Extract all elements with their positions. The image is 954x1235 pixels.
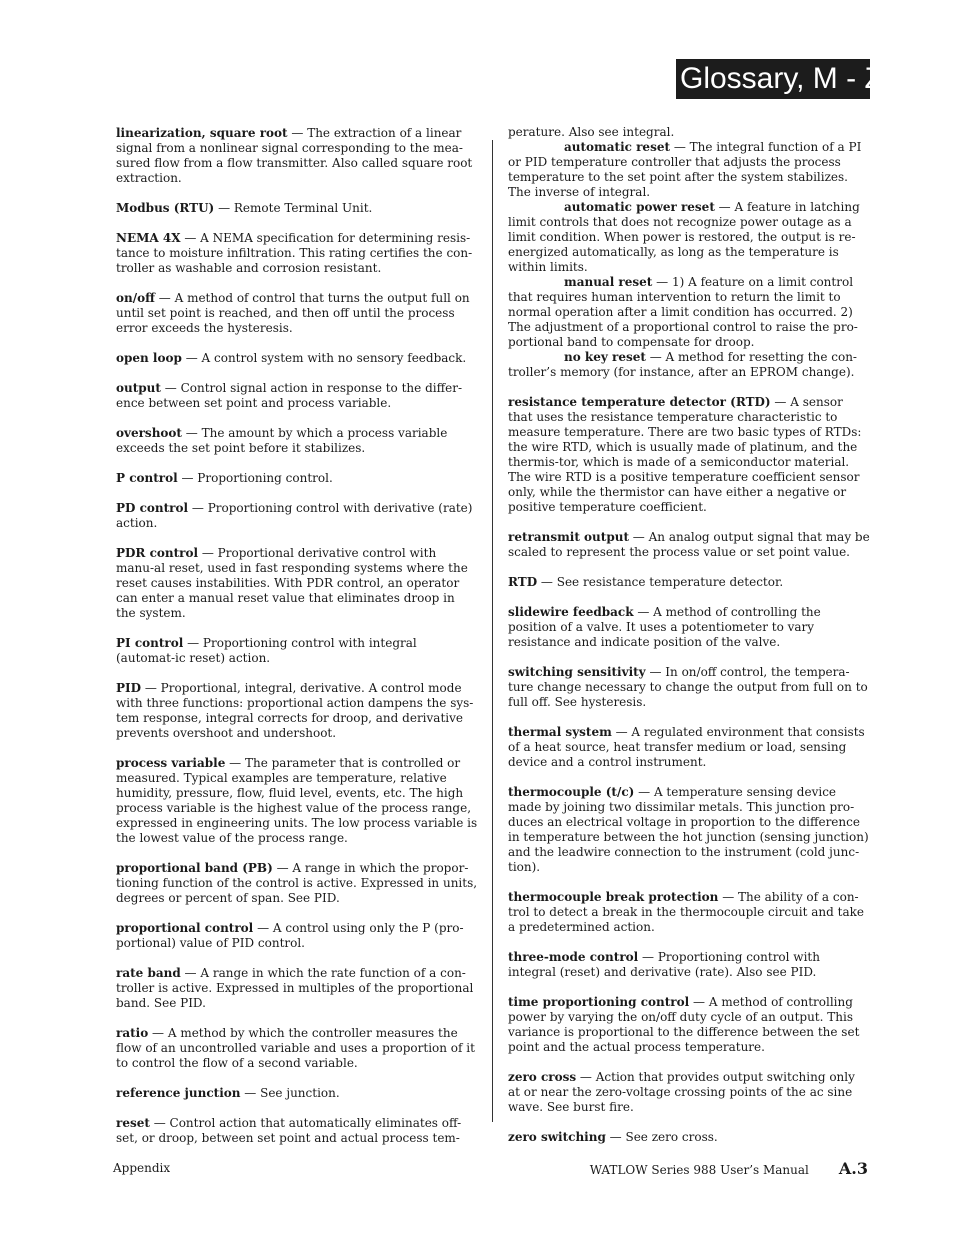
glossary-definition: — A NEMA specification for determining resis-tance to moisture infiltration. This rating certifies the con-troller as washable and corrosion resistant. [116,231,473,275]
glossary-term: PDR control [116,546,199,560]
glossary-term: output [116,381,161,395]
glossary-term: automatic power reset [564,200,715,214]
glossary-definition: — A range in which the rate function of a con-troller is active. Expressed in multiples of the proportional band. See PID. [116,966,474,1010]
glossary-term: linearization, square root [116,126,288,140]
glossary-definition: — In on/off control, the tempera-ture change necessary to change the output from full on to full off. See hysteresis. [508,665,868,709]
glossary-term: process variable [116,756,226,770]
column-divider [492,140,493,1122]
glossary-term: overshoot [116,426,182,440]
glossary-entry [508,140,870,200]
glossary-entry [508,350,870,380]
glossary-entry [508,950,870,980]
glossary-term: thermocouple break protection [508,890,719,904]
glossary-term: resistance temperature detector (RTD) [508,395,771,409]
glossary-entry [116,231,478,276]
glossary-definition: — Proportioning control with integral (automat-ic reset) action. [116,636,417,665]
glossary-definition: — Control action that automatically eliminates off-set, or droop, between set point and actual process tem- [116,1116,462,1145]
glossary-term: manual reset [564,275,653,289]
page-number: A.3 [838,1159,868,1178]
page-title: Glossary, M - Z [676,59,870,99]
glossary-entry [508,890,870,935]
glossary-definition: — The integral function of a PI or PID temperature controller that adjusts the process temperature to the set point after the system stabilizes. The inverse of integral. [508,140,862,199]
glossary-entry [508,395,870,515]
glossary-definition: — Action that provides output switching only at or near the zero-voltage crossing points of the ac sine wave. See burst fire. [508,1070,855,1114]
glossary-entry [116,201,478,216]
glossary-definition: — A feature in latching limit controls that does not recognize power outage as a limit condition. When power is restored, the output is re-energized automatically, as long as the temperature is within limits. [508,200,860,274]
glossary-entry [508,605,870,650]
glossary-definition: — Proportioning control. [177,471,333,485]
glossary-term: rate band [116,966,181,980]
glossary-term: reference junction [116,1086,241,1100]
glossary-entry [116,381,478,411]
glossary-definition: — Proportional, integral, derivative. A control mode with three functions: proportional action dampens the sys-tem response, integral corrects for droop, and derivative prevents overshoot and undershoot. [116,681,474,740]
glossary-entry [116,681,478,741]
glossary-definition: — Proportional derivative control with manu-al reset, used in fast responding systems where the reset causes instabilities. With PDR control, an operator can enter a manual reset value that eliminates droop in the system. [116,546,468,620]
glossary-term: zero cross [508,1070,577,1084]
glossary-definition: — A method for resetting the con-troller’s memory (for instance, after an EPROM change). [508,350,857,379]
glossary-definition: — The ability of a con-trol to detect a break in the thermocouple circuit and take a predetermined action. [508,890,864,934]
glossary-term: proportional band (PB) [116,861,273,875]
glossary-entry [508,1070,870,1115]
glossary-entry [116,501,478,531]
glossary-entry [508,275,870,350]
glossary-definition: — The parameter that is controlled or measured. Typical examples are temperature, relative humidity, pressure, flow, fluid level, events, etc. The high process variable is the highest value of the process range, expressed in engineering units. The low process variable is the lowest value of the process range. [116,756,478,845]
glossary-term: reset [116,1116,150,1130]
glossary-entry [116,1026,478,1071]
glossary-entry [116,861,478,906]
footer-manual-info [590,1160,868,1179]
glossary-term: on/off [116,291,155,305]
glossary-term: switching sensitivity [508,665,646,679]
glossary-entry [116,1116,478,1146]
glossary-definition: — A method by which the controller measures the flow of an uncontrolled variable and uses a proportion of it to control the flow of a second variable. [116,1026,475,1070]
glossary-definition: — The amount by which a process variable exceeds the set point before it stabilizes. [116,426,448,455]
glossary-definition: — A control system with no sensory feedback. [181,351,467,365]
glossary-definition: — See junction. [240,1086,340,1100]
reset-continuation: perature. Also see integral. [508,125,675,139]
reset-subentries [508,140,870,380]
glossary-definition: — The extraction of a linear signal from a nonlinear signal corresponding to the mea-sured flow from a flow transmitter. Also called square root extraction. [116,126,473,185]
glossary-term: open loop [116,351,182,365]
glossary-definition: — Remote Terminal Unit. [214,201,373,215]
footer-section: Appendix [113,1161,171,1175]
glossary-entry [116,756,478,846]
glossary-term: time proportioning control [508,995,690,1009]
glossary-definition: — A range in which the propor-tioning function of the control is active. Expressed in units, degrees or percent of span. See PID. [116,861,478,905]
glossary-term: zero switching [508,1130,606,1144]
right-entries [508,395,870,1145]
glossary-definition: — A method of controlling power by varying the on/off duty cycle of an output. This variance is proportional to the difference between the set point and the actual process temperature. [508,995,860,1054]
glossary-entry [116,471,478,486]
glossary-term: ratio [116,1026,149,1040]
glossary-term: retransmit output [508,530,629,544]
glossary-entry [508,665,870,710]
glossary-term: proportional control [116,921,254,935]
glossary-term: P control [116,471,178,485]
glossary-term: automatic reset [564,140,670,154]
glossary-entry [508,1130,870,1145]
glossary-term: thermal system [508,725,612,739]
glossary-definition: — A regulated environment that consists of a heat source, heat transfer medium or load, sensing device and a control instrument. [508,725,865,769]
glossary-entry [116,921,478,951]
glossary-definition: — An analog output signal that may be scaled to represent the process value or set point value. [508,530,870,559]
glossary-definition: — See resistance temperature detector. [537,575,784,589]
glossary-entry [508,575,870,590]
glossary-entry [116,291,478,336]
glossary-column-right [508,125,870,1160]
glossary-definition: — A method of controlling the position of a valve. It uses a potentiometer to vary resistance and indicate position of the valve. [508,605,821,649]
glossary-definition: — Proportioning control with integral (reset) and derivative (rate). Also see PID. [508,950,820,979]
glossary-definition: — A temperature sensing device made by joining two dissimilar metals. This junction pro-duces an electrical voltage in proportion to the difference in temperature between the hot junction (sensing junction) and the leadwire connection to the instrument (cold junc-tion). [508,785,869,874]
glossary-entry [116,966,478,1011]
glossary-entry [508,995,870,1055]
glossary-entry [116,546,478,621]
glossary-entry [116,426,478,456]
glossary-entry [508,530,870,560]
glossary-definition: — 1) A feature on a limit control that requires human intervention to return the limit to normal operation after a limit condition has occurred. 2) The adjustment of a proportional control to raise the pro-portional band to compensate for droop. [508,275,858,349]
glossary-definition: — See zero cross. [605,1130,718,1144]
glossary-column-left [116,126,478,1161]
glossary-term: no key reset [564,350,646,364]
glossary-term: PD control [116,501,189,515]
glossary-entry [508,200,870,275]
glossary-term: PI control [116,636,184,650]
glossary-term: PID [116,681,142,695]
glossary-definition: — A control using only the P (pro-portional) value of PID control. [116,921,464,950]
glossary-term: thermocouple (t/c) [508,785,635,799]
glossary-term: slidewire feedback [508,605,634,619]
glossary-term: NEMA 4X [116,231,181,245]
footer-manual-title: WATLOW Series 988 User’s Manual [589,1163,809,1177]
glossary-entry [508,725,870,770]
glossary-entry [116,1086,478,1101]
glossary-entry [116,351,478,366]
glossary-definition: — A method of control that turns the output full on until set point is reached, and then off until the process error exceeds the hysteresis. [116,291,470,335]
glossary-definition: — A sensor that uses the resistance temperature characteristic to measure temperature. There are two basic types of RTDs: the wire RTD, which is usually made of platinum, and the thermis-tor, which is made of a semiconductor material. The wire RTD is a positive temperature coefficient sensor only, while the thermistor can have either a negative or positive temperature coefficient. [508,395,862,514]
glossary-term: Modbus (RTU) [116,201,215,215]
glossary-entry [116,126,478,186]
glossary-definition: — Control signal action in response to the differ-ence between set point and process variable. [116,381,463,410]
glossary-term: three-mode control [508,950,639,964]
glossary-definition: — Proportioning control with derivative (rate) action. [116,501,473,530]
glossary-entry [508,785,870,875]
glossary-term: RTD [508,575,538,589]
glossary-entry [116,636,478,666]
